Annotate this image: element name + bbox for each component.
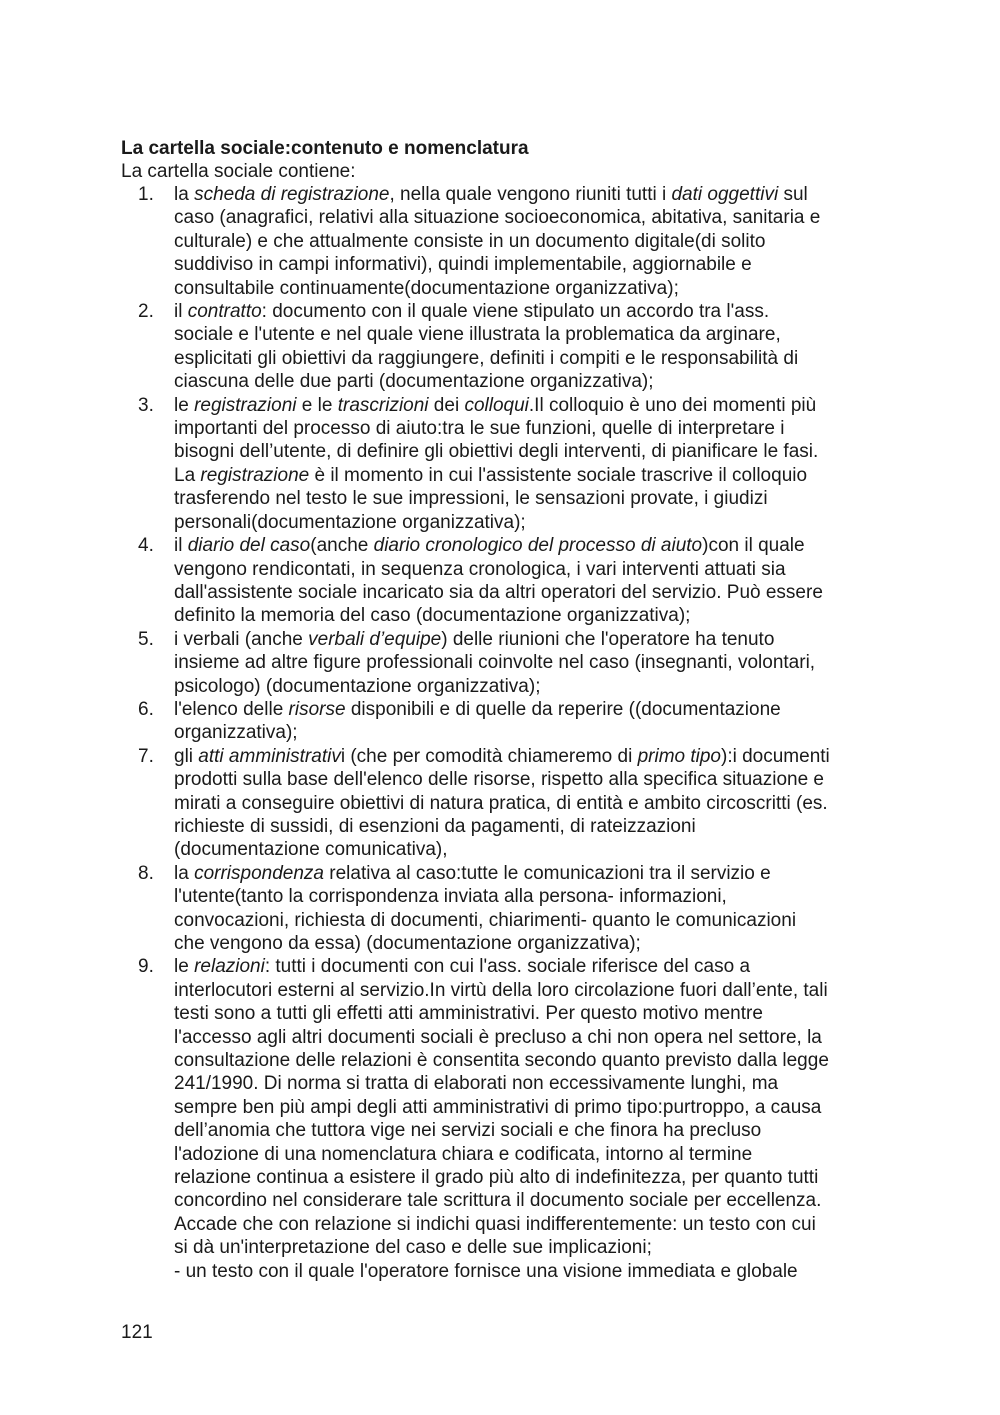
- text-run: (documentazione comunicativa),: [174, 839, 448, 861]
- text-run: insieme ad altre figure professionali coinvolte nel caso (insegnanti, volontari,: [174, 652, 816, 674]
- list-item-text: [174, 628, 894, 698]
- intro-text: La cartella sociale contiene:: [121, 161, 356, 182]
- text-run: concordino nel considerare tale scrittura il documento sociale per eccellenza.: [174, 1190, 822, 1212]
- list-item-text: [174, 183, 894, 300]
- italic-term: diario del caso: [187, 535, 311, 557]
- text-run: personali(documentazione organizzativa);: [174, 511, 526, 533]
- text-line: [174, 394, 894, 417]
- list-item: [0, 300, 1000, 394]
- text-run: Accade che con relazione si indichi quasi indifferentemente: un testo con cui: [174, 1213, 816, 1235]
- text-run: sempre ben più ampi degli atti amministrativi di primo tipo:purtroppo, a causa: [174, 1096, 822, 1118]
- text-run: l'adozione di una nomenclatura chiara e codificata, intorno al termine: [174, 1143, 753, 1165]
- list-item: [0, 745, 1000, 862]
- text-run: il: [174, 301, 188, 323]
- text-line: [174, 698, 894, 721]
- list-item-text: [174, 862, 894, 956]
- text-line: [174, 511, 894, 534]
- text-line: [174, 1049, 894, 1072]
- text-line: [174, 1026, 894, 1049]
- text-run: la: [174, 862, 195, 884]
- italic-term: primo tipo: [637, 745, 721, 767]
- text-run: consultazione delle relazioni è consentita secondo quanto previsto dalla legge: [174, 1050, 829, 1072]
- text-run: importanti del processo di aiuto:tra le sue funzioni, quelle di interpretare i: [174, 418, 785, 440]
- section-title: La cartella sociale:contenuto e nomenclatura: [121, 138, 529, 159]
- text-line: [174, 909, 894, 932]
- text-run: l'elenco delle: [174, 698, 289, 720]
- text-run: La: [174, 464, 201, 486]
- list-item-text: [174, 394, 894, 534]
- italic-term: risorse: [288, 698, 346, 720]
- text-run: disponibili e di quelle da reperire ((documentazione: [345, 698, 781, 720]
- list-item-number: 2.: [138, 301, 154, 323]
- text-run: organizzativa);: [174, 722, 298, 744]
- italic-term: relazioni: [194, 956, 265, 978]
- text-line: [174, 979, 894, 1002]
- text-run: mirati a conseguire obiettivi di natura pratica, di entità e ambito circoscritti (es.: [174, 792, 828, 814]
- italic-term: registrazione: [200, 464, 310, 486]
- list-item: [0, 394, 1000, 534]
- text-line: [174, 1119, 894, 1142]
- list-item-text: [174, 300, 894, 394]
- text-line: [174, 862, 894, 885]
- italic-term: scheda di registrazione: [194, 184, 390, 205]
- text-run: convocazioni, richiesta di documenti, chiarimenti- quanto le comunicazioni: [174, 909, 797, 931]
- text-line: [174, 1236, 894, 1259]
- text-run: dall'assistente sociale incaricato sia da altri operatori del servizio. Può essere: [174, 581, 823, 603]
- numbered-list: [0, 183, 1000, 1283]
- italic-term: registrazioni: [194, 394, 297, 416]
- text-run: bisogni dell’utente, di definire gli obiettivi degli interventi, di pianificare le fasi.: [174, 441, 819, 463]
- text-run: psicologo) (documentazione organizzativa);: [174, 675, 541, 697]
- text-run: dell’anomia che tuttora vige nei servizi sociali e che finora ha precluso: [174, 1120, 762, 1142]
- text-line: [174, 230, 894, 253]
- text-line: [174, 253, 894, 276]
- text-run: le: [174, 956, 195, 978]
- text-run: esplicitati gli obiettivi da raggiungere, definiti i compiti e le responsabilità di: [174, 347, 799, 369]
- text-run: ciascuna delle due parti (documentazione organizzativa);: [174, 371, 654, 393]
- text-line: [174, 300, 894, 323]
- text-run: si dà un'interpretazione del caso e delle sue implicazioni;: [174, 1237, 652, 1259]
- italic-term: contratto: [187, 301, 262, 323]
- text-line: [174, 183, 894, 206]
- text-line: [174, 955, 894, 978]
- text-run: sociale e l'utente e nel quale viene illustrata la problematica da arginare,: [174, 324, 781, 346]
- text-run: 241/1990. Di norma si tratta di elaborati non eccessivamente lunghi, ma: [174, 1073, 779, 1095]
- text-line: [174, 206, 894, 229]
- text-line: [174, 1096, 894, 1119]
- text-run: le: [174, 394, 195, 416]
- text-line: [174, 1166, 894, 1189]
- list-item-text: [174, 698, 894, 745]
- text-run: ) delle riunioni che l'operatore ha tenuto: [441, 628, 775, 650]
- text-line: [174, 651, 894, 674]
- text-run: ):i documenti: [721, 745, 830, 767]
- text-run: che vengono da essa) (documentazione organizzativa);: [174, 933, 641, 954]
- text-run: (anche: [310, 535, 374, 557]
- text-run: trasferendo nel testo le sue impressioni, le sensazioni provate, i giudizi: [174, 488, 768, 510]
- text-run: e le: [296, 394, 338, 416]
- text-line: [174, 1213, 894, 1236]
- text-run: i verbali (anche: [174, 628, 309, 650]
- italic-term: diario cronologico del processo di aiuto: [373, 535, 703, 557]
- text-line: [174, 558, 894, 581]
- text-line: [174, 1189, 894, 1212]
- text-run: .Il colloquio è uno dei momenti più: [528, 394, 817, 416]
- italic-term: dati oggettivi: [671, 184, 779, 205]
- text-line: [174, 417, 894, 440]
- text-run: richieste di sussidi, di esenzioni da pagamenti, di rateizzazioni: [174, 815, 696, 837]
- text-run: è il momento in cui l'assistente sociale trascrive il colloquio: [309, 464, 808, 486]
- text-run: dei: [428, 394, 465, 416]
- text-line: [174, 370, 894, 393]
- text-run: l'accesso agli altri documenti sociali è precluso a chi non opera nel settore, la: [174, 1026, 822, 1048]
- text-run: il: [174, 535, 188, 557]
- text-run: prodotti sulla base dell'elenco delle risorse, rispetto alla specifica situazione e: [174, 769, 824, 791]
- text-run: consultabile continuamente(documentazione organizzativa);: [174, 277, 679, 299]
- text-run: vengono rendicontati, in sequenza cronologica, i vari interventi attuati sia: [174, 558, 786, 580]
- text-run: : tutti i documenti con cui l'ass. sociale riferisce del caso a: [264, 956, 751, 978]
- text-run: la: [174, 184, 195, 205]
- text-run: i (che per comodità chiameremo di: [340, 745, 638, 767]
- text-run: sul: [778, 184, 808, 205]
- italic-term: colloqui: [464, 394, 529, 416]
- text-line: [174, 1143, 894, 1166]
- text-run: )con il quale: [702, 535, 805, 557]
- text-line: [174, 581, 894, 604]
- text-line: [174, 768, 894, 791]
- list-item: [0, 183, 1000, 300]
- text-line: [174, 838, 894, 861]
- list-item: [0, 955, 1000, 1283]
- text-line: [174, 628, 894, 651]
- text-line: [174, 815, 894, 838]
- text-line: [174, 487, 894, 510]
- text-line: [174, 932, 894, 955]
- text-line: [174, 792, 894, 815]
- text-run: interlocutori esterni al servizio.In virtù della loro circolazione fuori dall’ente, tali: [174, 979, 828, 1001]
- list-item-number: 8.: [138, 862, 154, 884]
- list-item: [0, 628, 1000, 698]
- text-line: [174, 1002, 894, 1025]
- text-line: [174, 277, 894, 300]
- text-line: [174, 440, 894, 463]
- text-line: [174, 604, 894, 627]
- text-line: [174, 1072, 894, 1095]
- list-item: [0, 534, 1000, 628]
- page-number: 121: [121, 1322, 153, 1343]
- text-line: [174, 721, 894, 744]
- list-item-number: 1.: [138, 184, 154, 205]
- text-run: definito la memoria del caso (documentazione organizzativa);: [174, 605, 691, 627]
- list-item-text: [174, 745, 894, 862]
- text-run: caso (anagrafici, relativi alla situazione socioeconomica, abitativa, sanitaria e: [174, 207, 821, 229]
- text-line: [174, 885, 894, 908]
- text-line: [174, 534, 894, 557]
- list-item: [0, 698, 1000, 745]
- text-run: relazione continua a esistere il grado più alto di indefinitezza, per quanto tutti: [174, 1167, 819, 1189]
- text-run: : documento con il quale viene stipulato un accordo tra l'ass.: [261, 301, 770, 323]
- text-run: culturale) e che attualmente consiste in un documento digitale(di solito: [174, 230, 766, 252]
- text-run: l'utente(tanto la corrispondenza inviata alla persona- informazioni,: [174, 886, 727, 908]
- list-item-number: 9.: [138, 956, 154, 978]
- list-item-number: 4.: [138, 535, 154, 557]
- italic-term: trascrizioni: [337, 394, 429, 416]
- text-run: , nella quale vengono riuniti tutti i: [389, 184, 672, 205]
- list-item-number: 5.: [138, 628, 154, 650]
- text-line: [174, 745, 894, 768]
- text-line: [174, 464, 894, 487]
- text-run: relativa al caso:tutte le comunicazioni tra il servizio e: [324, 862, 771, 884]
- list-item-number: 3.: [138, 394, 154, 416]
- italic-term: corrispondenza: [194, 862, 324, 884]
- list-item: [0, 862, 1000, 956]
- list-item-number: 7.: [138, 745, 154, 767]
- list-item-number: 6.: [138, 698, 154, 720]
- text-line: [174, 323, 894, 346]
- text-run: testi sono a tutti gli effetti atti amministrativi. Per questo motivo mentre: [174, 1003, 763, 1025]
- list-item-text: [174, 955, 894, 1283]
- text-line: [174, 347, 894, 370]
- text-run: suddiviso in campi informativi), quindi implementabile, aggiornabile e: [174, 254, 752, 276]
- text-run: gli: [174, 745, 199, 767]
- text-line: [174, 675, 894, 698]
- italic-term: verbali d’equipe: [308, 628, 442, 650]
- text-run: - un testo con il quale l'operatore fornisce una visione immediata e globale: [174, 1260, 798, 1282]
- list-item-text: [174, 534, 894, 628]
- italic-term: atti amministrativ: [198, 745, 341, 767]
- text-line: [174, 1260, 894, 1283]
